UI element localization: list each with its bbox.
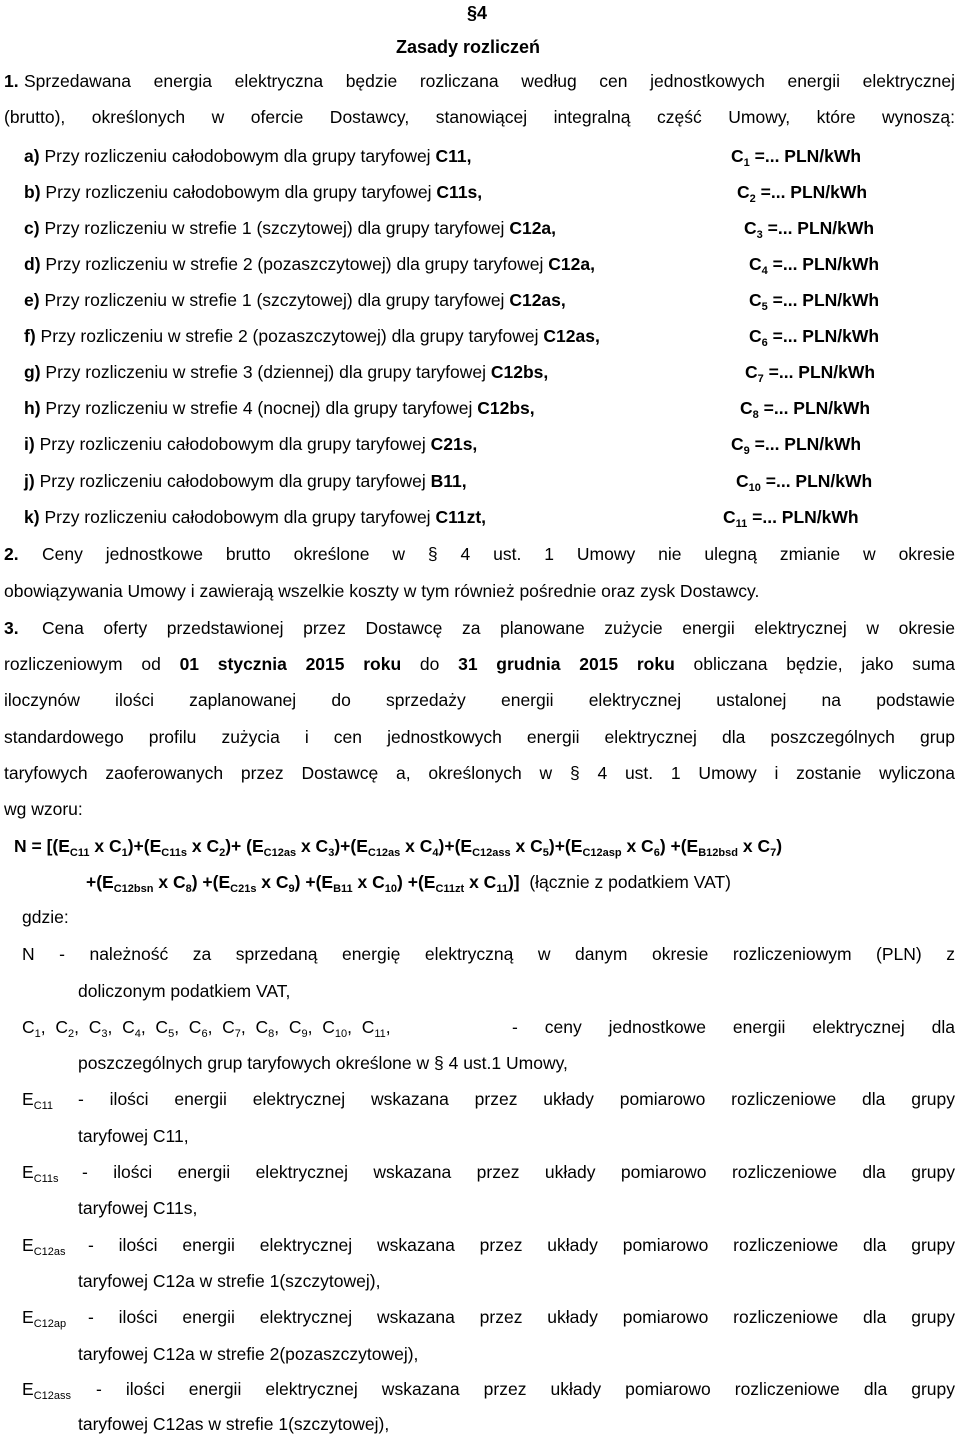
rate-group: C12as, (509, 290, 566, 310)
rate-text: Przy rozliczeniu całodobowym dla grupy taryfowej (44, 507, 431, 527)
paragraph-line: iloczynów ilości zaplanowanej do sprzedaży energii elektrycznej ustalonej na podstawie (4, 690, 955, 710)
legend-n-line: N - należność za sprzedaną energię elektryczną w danym okresie rozliczeniowym (PLN) z (22, 944, 955, 964)
rate-group: C11, (435, 146, 472, 166)
rate-symbol: C (749, 326, 762, 346)
paragraph-number: 3. (4, 618, 19, 638)
legend-e-symbol: $E_{C12ap}$ (22, 1307, 67, 1330)
rate-value (749, 253, 879, 275)
rate-amount: =... PLN/kWh (767, 254, 880, 274)
legend-n-line: doliczonym podatkiem VAT, (78, 981, 291, 1001)
paragraph-line (4, 653, 955, 675)
rate-letter: h) (24, 398, 41, 418)
rate-index: 4 (761, 265, 768, 277)
legend-e-symbol: $E_{C12as}$ (22, 1235, 66, 1258)
rate-index: 8 (752, 409, 759, 421)
rate-item (24, 397, 535, 419)
rate-letter: d) (24, 254, 41, 274)
rate-item (24, 433, 477, 455)
rate-value (749, 325, 879, 347)
rate-amount: =... PLN/kWh (760, 471, 873, 491)
rate-amount: =... PLN/kWh (767, 290, 880, 310)
rate-value (737, 181, 867, 203)
rate-item (24, 361, 548, 383)
rate-value (749, 289, 879, 311)
rate-symbol: C (731, 146, 744, 166)
formula-line: $+(E_{C12bsn}$ x $C_8) +(E_{C21s}$ x $C_9) +(E_{B11}$ x $C_{10}) +(E_{C11zt}$ x $C_{11}$)] (łącznie z podatkiem VAT) (86, 872, 731, 895)
legend-e-text: taryfowej C11, (78, 1126, 189, 1146)
rate-text: Przy rozliczeniu w strefie 4 (nocnej) dla grupy taryfowej (45, 398, 473, 418)
rate-item (24, 289, 566, 311)
rate-amount: =... PLN/kWh (749, 434, 862, 454)
rate-symbol: C (749, 254, 762, 274)
vat-note: (łącznie z podatkiem VAT) (529, 872, 731, 892)
rate-text: Przy rozliczeniu w strefie 3 (dziennej) dla grupy taryfowej (45, 362, 486, 382)
rate-letter: c) (24, 218, 40, 238)
paragraph-number: 1. (4, 71, 19, 91)
rate-symbol: C (731, 434, 744, 454)
paragraph-line: Ceny jednostkowe brutto określone w § 4 ust. 1 Umowy nie ulegną zmianie w okresie (42, 544, 955, 564)
section-number: §4 (467, 3, 488, 23)
legend-c-line: poszczególnych grup taryfowych określone w § 4 ust.1 Umowy, (78, 1053, 568, 1073)
rate-letter: e) (24, 290, 40, 310)
legend-e-text: - ilości energii elektrycznej wskazana przez układy pomiarowo rozliczeniowe dla grupy (88, 1235, 955, 1255)
paragraph-line: wg wzoru: (4, 799, 83, 819)
legend-e-symbol: $E_{C11s}$ (22, 1162, 59, 1185)
section-title: Zasady rozliczeń (396, 37, 541, 57)
rate-group: C12a, (548, 254, 595, 274)
text-run: do (401, 654, 459, 674)
rate-letter: i) (24, 434, 35, 454)
formula-line: $N = [(E_{C11}$ x $C_1)+(E_{C11s}$ x $C_2)+ (E_{C12as}$ x $C_3)+(E_{C12as}$ x $C_4)+(E_{C12ass}$ x $C_5)+(E_{C12asp}$ x $C_6) +(E_{B12bsd}$ x $C_7$) (14, 836, 783, 859)
rate-text: Przy rozliczeniu całodobowym dla grupy taryfowej (39, 434, 426, 454)
legend-e-text: taryfowej C12a w strefie 2(pozaszczytowej), (78, 1344, 419, 1364)
rate-index: 10 (748, 482, 761, 494)
rate-index: 3 (756, 229, 763, 241)
rate-letter: b) (24, 182, 41, 202)
rate-value (744, 217, 874, 239)
rate-text: Przy rozliczeniu całodobowym dla grupy taryfowej (45, 182, 432, 202)
legend-e-text: taryfowej C12as w strefie 1(szczytowej), (78, 1414, 390, 1434)
rate-amount: =... PLN/kWh (767, 326, 880, 346)
legend-heading: gdzie: (22, 907, 69, 927)
rate-group: B11, (430, 471, 467, 491)
rate-letter: g) (24, 362, 41, 382)
rate-index: 9 (743, 445, 750, 457)
rate-item (24, 325, 600, 347)
rate-amount: =... PLN/kWh (758, 398, 871, 418)
rate-value (740, 397, 870, 419)
rate-amount: =... PLN/kWh (763, 362, 876, 382)
rate-symbol: C (749, 290, 762, 310)
legend-e-symbol: $E_{C11}$ (22, 1089, 54, 1112)
paragraph-line: Cena oferty przedstawionej przez Dostawcę za planowane zużycie energii elektrycznej w okresie (42, 618, 955, 638)
legend-e-text: - ilości energii elektrycznej wskazana przez układy pomiarowo rozliczeniowe dla grupy (88, 1307, 955, 1327)
rate-item (24, 470, 467, 492)
rate-item (24, 217, 556, 239)
paragraph-line: taryfowych zaoferowanych przez Dostawcę a, określonych w § 4 ust. 1 Umowy i zostanie wyliczona (4, 763, 955, 783)
paragraph-line: (brutto), określonych w ofercie Dostawcy, stanowiącej integralną część Umowy, które wynoszą: (4, 107, 955, 127)
rate-amount: =... PLN/kWh (755, 182, 868, 202)
rate-item (24, 181, 482, 203)
rate-symbol: C (745, 362, 758, 382)
rate-group: C12a, (509, 218, 557, 238)
start-date: 01 stycznia 2015 roku (179, 654, 402, 674)
legend-e-text: - ilości energii elektrycznej wskazana przez układy pomiarowo rozliczeniowe dla grupy (96, 1379, 955, 1399)
rate-text: Przy rozliczeniu całodobowym dla grupy taryfowej (39, 471, 426, 491)
rate-symbol: C (737, 182, 750, 202)
rate-symbol: C (723, 507, 736, 527)
rate-group: C11s, (436, 182, 483, 202)
rate-item (24, 145, 471, 167)
text-run: rozliczeniowym od (4, 654, 180, 674)
rate-text: Przy rozliczeniu w strefie 1 (szczytowej) dla grupy taryfowej (44, 290, 505, 310)
legend-c-text: - ceny jednostkowe energii elektrycznej dla (512, 1017, 955, 1037)
legend-e-symbol: $E_{C12ass}$ (22, 1379, 71, 1402)
legend-e-text: taryfowej C12a w strefie 1(szczytowej), (78, 1271, 381, 1291)
rate-value (731, 145, 861, 167)
rate-index: 7 (757, 373, 764, 385)
rate-group: C11zt, (435, 507, 487, 527)
rate-value (745, 361, 875, 383)
rate-text: Przy rozliczeniu w strefie 2 (pozaszczytowej) dla grupy taryfowej (40, 326, 539, 346)
rate-index: 6 (761, 337, 768, 349)
rate-letter: j) (24, 471, 35, 491)
rate-letter: k) (24, 507, 40, 527)
paragraph-line: obowiązywania Umowy i zawierają wszelkie koszty w tym również pośrednie oraz zysk Dostawcy. (4, 581, 760, 601)
rate-value (723, 506, 859, 528)
rate-index: 11 (735, 518, 748, 530)
rate-value (736, 470, 872, 492)
legend-e-text: taryfowej C11s, (78, 1198, 198, 1218)
rate-text: Przy rozliczeniu w strefie 1 (szczytowej) dla grupy taryfowej (44, 218, 505, 238)
paragraph-line: Sprzedawana energia elektryczna będzie rozliczana według cen jednostkowych energii elektrycznej (24, 71, 955, 91)
rate-item (24, 506, 486, 528)
rate-group: C12bs, (477, 398, 535, 418)
rate-index: 5 (761, 301, 768, 313)
legend-e-text: - ilości energii elektrycznej wskazana przez układy pomiarowo rozliczeniowe dla grupy (82, 1162, 955, 1182)
rate-symbol: C (744, 218, 757, 238)
rate-amount: =... PLN/kWh (747, 507, 859, 527)
rate-symbol: C (736, 471, 749, 491)
rate-letter: a) (24, 146, 40, 166)
rate-index: 1 (743, 157, 750, 169)
paragraph-number: 2. (4, 544, 19, 564)
rate-text: Przy rozliczeniu w strefie 2 (pozaszczytowej) dla grupy taryfowej (45, 254, 544, 274)
rate-symbol: C (740, 398, 753, 418)
rate-amount: =... PLN/kWh (749, 146, 862, 166)
rate-group: C12as, (543, 326, 600, 346)
end-date: 31 grudnia 2015 roku (458, 654, 675, 674)
legend-e-text: - ilości energii elektrycznej wskazana przez układy pomiarowo rozliczeniowe dla grupy (78, 1089, 955, 1109)
rate-group: C12bs, (490, 362, 549, 382)
rate-text: Przy rozliczeniu całodobowym dla grupy taryfowej (44, 146, 431, 166)
rate-letter: f) (24, 326, 36, 346)
paragraph-line: standardowego profilu zużycia i cen jednostkowych energii elektrycznej dla poszczególnych grup (4, 727, 955, 747)
text-run: obliczana będzie, jako suma (674, 654, 955, 674)
rate-amount: =... PLN/kWh (762, 218, 875, 238)
rate-item (24, 253, 595, 275)
rate-value (731, 433, 861, 455)
rate-group: C21s, (430, 434, 478, 454)
rate-index: 2 (749, 193, 756, 205)
